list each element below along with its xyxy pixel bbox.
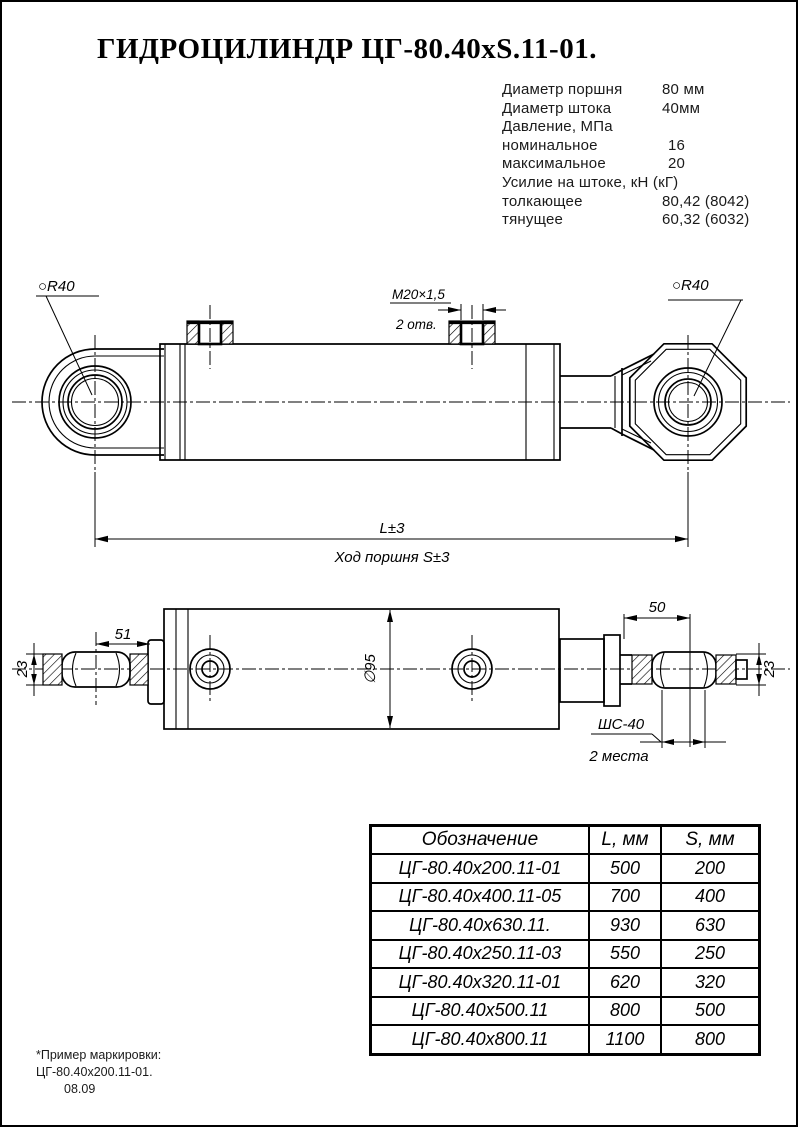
size-table	[369, 824, 761, 1056]
table-row	[371, 911, 760, 940]
cell-designation: ЦГ-80.40х320.11-01	[371, 968, 590, 997]
spec-value: 16	[668, 136, 686, 154]
dim-label-thread: M20×1,5	[392, 287, 445, 302]
dim-label-sphere-right: ○R40	[672, 277, 709, 294]
cell-stroke: 500	[661, 997, 760, 1026]
cell-designation: ЦГ-80.40х500.11	[371, 997, 590, 1026]
column-header-designation: Обозначение	[371, 826, 590, 855]
cell-stroke: 320	[661, 968, 760, 997]
cell-designation: ЦГ-80.40х800.11	[371, 1025, 590, 1054]
spec-label: Давление, МПа	[502, 118, 613, 136]
dim-label-pin-left: 23	[14, 660, 31, 678]
spec-label: Усилие на штоке, кН (кГ)	[502, 173, 679, 191]
table-header-row	[371, 826, 760, 855]
cell-stroke: 630	[661, 911, 760, 940]
spec-row	[502, 211, 750, 230]
cell-stroke: 250	[661, 940, 760, 969]
dim-label-diameter: ∅95	[362, 654, 379, 684]
column-header-length: L, мм	[589, 826, 661, 855]
dim-label-51: 51	[114, 626, 132, 643]
cell-designation: ЦГ-80.40х250.11-03	[371, 940, 590, 969]
cell-length: 550	[589, 940, 661, 969]
gland-and-rod-end-section	[560, 614, 747, 748]
cylinder-top-view	[12, 599, 790, 765]
cell-designation: ЦГ-80.40х200.11-01	[371, 854, 590, 883]
cell-designation: ЦГ-80.40х400.11-05	[371, 883, 590, 912]
cell-stroke: 800	[661, 1025, 760, 1054]
spec-row	[502, 155, 686, 174]
cell-length: 800	[589, 997, 661, 1026]
table-row	[371, 940, 760, 969]
spec-label: Диаметр штока	[502, 99, 612, 117]
page-title: ГИДРОЦИЛИНДР ЦГ-80.40хS.11-01.	[97, 33, 597, 65]
dim-label-stroke: Ход поршня S±3	[334, 549, 450, 566]
port-boss-right-top	[452, 635, 492, 704]
column-header-stroke: S, мм	[661, 826, 760, 855]
spec-value: 80,42 (8042)	[662, 192, 750, 210]
spec-label: толкающее	[502, 192, 583, 210]
spec-row	[502, 99, 701, 119]
dim-label-bearing: ШС-40	[597, 716, 645, 733]
rod-eye-left	[42, 335, 164, 547]
table-row	[371, 968, 760, 997]
spec-value: 40мм	[662, 99, 701, 117]
eye-offset-dimension	[96, 626, 150, 647]
marking-footnote	[36, 1047, 161, 1098]
dim-label-sphere-left: ○R40	[38, 278, 75, 295]
table-row	[371, 1025, 760, 1054]
spec-list	[502, 81, 750, 230]
spec-label: Диаметр поршня	[502, 81, 623, 98]
cell-stroke: 200	[661, 854, 760, 883]
cell-length: 620	[589, 968, 661, 997]
spec-value: 20	[668, 155, 686, 173]
length-dimension	[95, 520, 688, 566]
cell-length: 930	[589, 911, 661, 940]
port-boss-left-top	[190, 635, 230, 704]
cell-length: 1100	[589, 1025, 661, 1054]
cell-length: 500	[589, 854, 661, 883]
rod-end-dimension	[624, 599, 690, 639]
table-row	[371, 854, 760, 883]
spec-label: максимальное	[502, 155, 606, 173]
port-plug-left	[187, 305, 233, 369]
table-row	[371, 883, 760, 912]
spec-row	[502, 192, 750, 212]
spec-label: тянущее	[502, 211, 564, 229]
dim-label-length: L±3	[379, 520, 405, 537]
spec-label: номинальное	[502, 136, 598, 154]
spec-value: 80 мм	[662, 81, 705, 98]
footnote-line-3: 08.09	[64, 1082, 96, 1096]
cell-stroke: 400	[661, 883, 760, 912]
dim-label-thread-note: 2 отв.	[396, 317, 437, 332]
spec-row	[502, 136, 686, 156]
sphere-radius-callout-left	[36, 278, 99, 395]
footnote-line-1: *Пример маркировки:	[36, 1048, 162, 1062]
port-plug-right	[449, 305, 495, 369]
spec-row	[502, 174, 678, 193]
spec-value: 60,32 (6032)	[662, 211, 750, 229]
footnote-line-2: ЦГ-80.40х200.11-01.	[36, 1065, 153, 1079]
spec-row	[502, 118, 678, 137]
spec-row	[502, 81, 705, 100]
table-row	[371, 997, 760, 1026]
dim-label-bearing-note: 2 места	[589, 748, 649, 765]
dim-label-pin-right: 23	[761, 660, 778, 678]
dim-label-50: 50	[648, 599, 666, 616]
cell-length: 700	[589, 883, 661, 912]
cell-designation: ЦГ-80.40х630.11.	[371, 911, 590, 940]
cylinder-side-view	[12, 277, 790, 566]
